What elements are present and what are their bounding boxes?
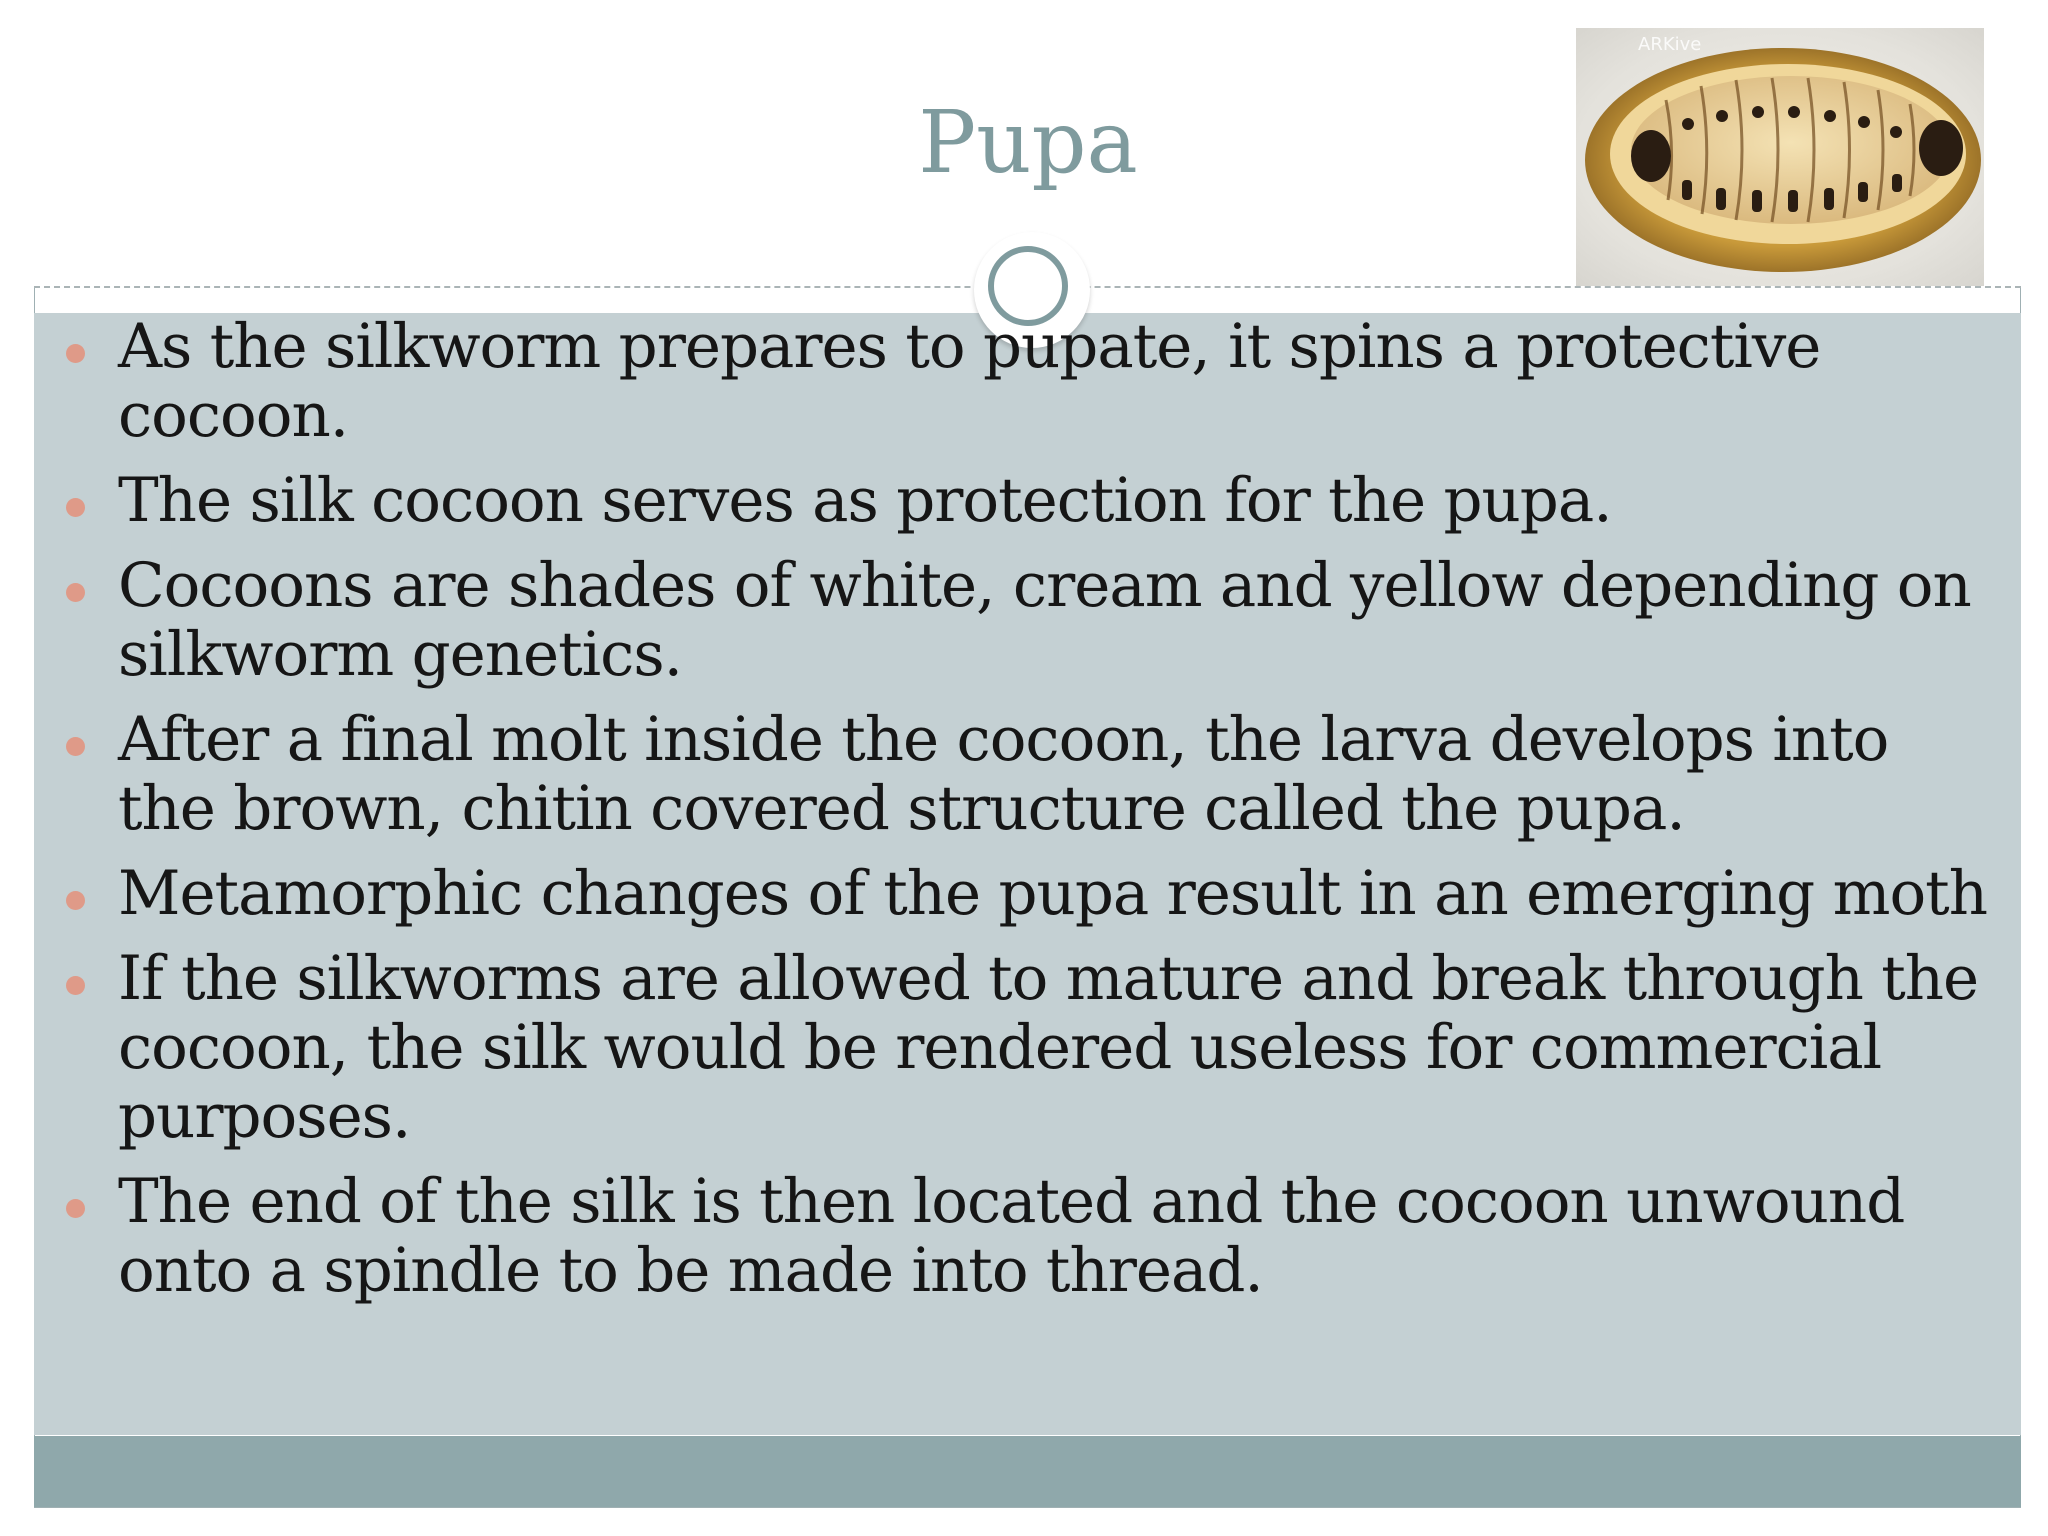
bullet-text: Metamorphic changes of the pupa result in an emerging moth — [118, 858, 1987, 929]
bullet-dot-icon — [66, 737, 85, 756]
footer-band — [34, 1436, 2021, 1507]
bullet-item — [62, 551, 2002, 689]
bullet-item — [62, 944, 2002, 1151]
bullet-list — [62, 312, 2002, 1321]
bullet-dot-icon — [66, 498, 85, 517]
bullet-item — [62, 312, 2002, 450]
pupa-cocoon-photo — [1576, 28, 1984, 286]
bullet-item — [62, 705, 2002, 843]
bullet-item — [62, 859, 2002, 928]
bullet-dot-icon — [66, 891, 85, 910]
bullet-dot-icon — [66, 976, 85, 995]
bullet-text: If the silkworms are allowed to mature and break through the cocoon, the silk would be rendered useless for commercial purposes. — [118, 943, 1979, 1152]
bullet-item — [62, 466, 2002, 535]
slide-title: Pupa — [918, 93, 1138, 193]
photo-watermark: ARKive — [1638, 34, 1702, 55]
bullet-dot-icon — [66, 583, 85, 602]
bullet-item — [62, 1167, 2002, 1305]
bullet-dot-icon — [66, 1199, 85, 1218]
bullet-text: The end of the silk is then located and the cocoon unwound onto a spindle to be made into thread. — [118, 1166, 1905, 1306]
pupa-cocoon-image — [1576, 28, 1984, 286]
bullet-dot-icon — [66, 344, 85, 363]
bullet-text: The silk cocoon serves as protection for the pupa. — [118, 465, 1612, 536]
bullet-text: As the silkworm prepares to pupate, it spins a protective cocoon. — [118, 311, 1821, 451]
bullet-text: Cocoons are shades of white, cream and yellow depending on silkworm genetics. — [118, 550, 1971, 690]
bullet-text: After a final molt inside the cocoon, the larva develops into the brown, chitin covered structure called the pupa. — [118, 704, 1889, 844]
